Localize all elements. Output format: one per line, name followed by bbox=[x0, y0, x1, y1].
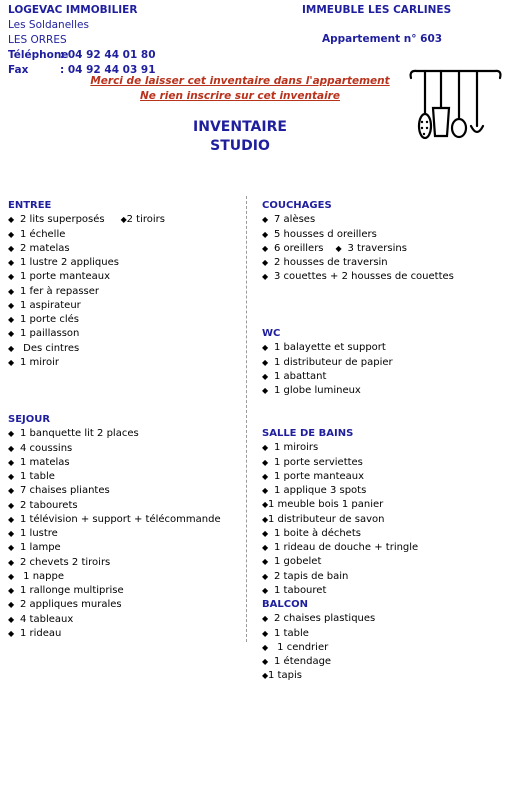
notice-line-2: Ne rien inscrire sur cet inventaire bbox=[140, 90, 340, 102]
bullet-icon: ◆ bbox=[262, 642, 269, 652]
bullet-icon: ◆ bbox=[262, 443, 269, 453]
list-item: ◆ 4 tableaux bbox=[8, 613, 221, 627]
list-item: ◆ 1 paillasson bbox=[8, 327, 165, 341]
bullet-icon: ◆ bbox=[262, 457, 269, 467]
list-item: ◆ 2 housses de traversin bbox=[262, 256, 454, 270]
list-item: ◆ 1 cendrier bbox=[262, 641, 418, 655]
bullet-icon: ◆ bbox=[8, 272, 15, 282]
section-couchages bbox=[262, 199, 454, 285]
list-item: ◆ 1 échelle bbox=[8, 228, 165, 242]
bullet-icon: ◆ bbox=[8, 557, 15, 567]
bullet-icon: ◆ bbox=[262, 571, 269, 581]
list-item: ◆ 1 télévision + support + télécommande bbox=[8, 513, 221, 527]
page-title: INVENTAIRE bbox=[193, 119, 287, 135]
bullet-icon: ◆ bbox=[8, 315, 15, 324]
company-block bbox=[8, 3, 156, 78]
bullet-icon: ◆ bbox=[8, 628, 15, 638]
bullet-icon: ◆ bbox=[8, 514, 15, 524]
bullet-icon: ◆ bbox=[8, 243, 15, 253]
section-heading-balcon: BALCON bbox=[262, 599, 308, 610]
page-subtitle: STUDIO bbox=[210, 138, 270, 154]
company-address-2: LES ORRES bbox=[8, 34, 67, 46]
list-item: ◆ 1 globe lumineux bbox=[262, 384, 393, 398]
list-item: ◆ 1 distributeur de papier bbox=[262, 356, 393, 370]
notice-line-1: Merci de laisser cet inventaire dans l'appartement bbox=[90, 75, 390, 87]
phone-number: : 04 92 44 01 80 bbox=[60, 49, 156, 61]
bullet-icon: ◆ bbox=[262, 229, 269, 239]
section-heading: ENTREE bbox=[8, 200, 52, 211]
list-item: ◆ 1 lustre bbox=[8, 527, 221, 541]
list-item: ◆ 3 couettes + 2 housses de couettes bbox=[262, 270, 454, 284]
section-heading: COUCHAGES bbox=[262, 200, 332, 211]
bullet-icon: ◆ bbox=[8, 343, 15, 353]
list-item: ◆ 1 balayette et support bbox=[262, 341, 393, 355]
list-item: ◆ Des cintres bbox=[8, 342, 165, 356]
bullet-icon: ◆ bbox=[8, 443, 15, 453]
list-item: ◆1 meuble bois 1 panier bbox=[262, 498, 418, 512]
list-item: ◆ 1 porte serviettes bbox=[262, 456, 418, 470]
list-item: ◆ 1 rideau de douche + tringle bbox=[262, 541, 418, 555]
bullet-icon: ◆ bbox=[8, 486, 15, 496]
list-item: ◆ 1 fer à repasser bbox=[8, 285, 165, 299]
bullet-icon: ◆ bbox=[8, 600, 15, 610]
bullet-icon: ◆ bbox=[262, 343, 269, 353]
list-item: ◆ 1 tabouret bbox=[262, 584, 418, 598]
list-item: ◆ 1 applique 3 spots bbox=[262, 484, 418, 498]
bullet-icon: ◆ bbox=[262, 614, 269, 624]
section-sejour bbox=[8, 413, 221, 641]
bullet-icon: ◆ bbox=[262, 486, 269, 495]
bullet-icon: ◆ bbox=[262, 371, 269, 381]
bullet-icon: ◆ bbox=[8, 614, 15, 624]
list-item: ◆ 1 matelas bbox=[8, 456, 221, 470]
list-item: ◆ 1 miroir bbox=[8, 356, 165, 370]
list-item: ◆ 1 table bbox=[8, 470, 221, 484]
fax-label: Fax bbox=[8, 64, 29, 76]
list-item: ◆ 1 rideau bbox=[8, 627, 221, 641]
bullet-icon: ◆ bbox=[8, 472, 15, 481]
list-item: ◆ 1 gobelet bbox=[262, 555, 418, 569]
section-heading: SALLE DE BAINS bbox=[262, 428, 354, 439]
bullet-icon: ◆ bbox=[262, 543, 269, 552]
bullet-icon: ◆ bbox=[262, 258, 269, 267]
bullet-icon: ◆ bbox=[8, 258, 15, 267]
building-name: IMMEUBLE LES CARLINES bbox=[302, 4, 452, 16]
list-item: ◆ 2 tabourets bbox=[8, 499, 221, 513]
column-divider bbox=[246, 196, 247, 642]
bullet-icon: ◆ bbox=[8, 457, 15, 467]
list-item: ◆ 1 porte clés bbox=[8, 313, 165, 327]
list-item: ◆ 2 chevets 2 tiroirs bbox=[8, 556, 221, 570]
list-item: ◆ 1 lustre 2 appliques bbox=[8, 256, 165, 270]
bullet-icon: ◆ bbox=[8, 229, 15, 239]
list-item: ◆ 1 étendage bbox=[262, 655, 418, 669]
bullet-icon: ◆ bbox=[262, 272, 269, 282]
bullet-icon: ◆ bbox=[262, 671, 269, 681]
list-item: ◆ 2 matelas bbox=[8, 242, 165, 256]
bullet-icon: ◆ bbox=[262, 471, 269, 481]
list-item: ◆ 1 miroirs bbox=[262, 441, 418, 455]
bullet-icon: ◆ bbox=[8, 529, 15, 538]
section-heading: WC bbox=[262, 328, 281, 339]
list-item: ◆1 distributeur de savon bbox=[262, 513, 418, 527]
bullet-icon: ◆ bbox=[8, 215, 15, 225]
bullet-icon: ◆ bbox=[8, 543, 15, 553]
company-name: LOGEVAC IMMOBILIER bbox=[8, 4, 138, 16]
list-item: ◆ 1 porte manteaux bbox=[262, 470, 418, 484]
bullet-icon: ◆ bbox=[262, 357, 269, 367]
bullet-icon: ◆ bbox=[8, 586, 15, 595]
fax-number: : 04 92 44 03 91 bbox=[60, 64, 156, 76]
list-item: ◆ 7 chaises pliantes bbox=[8, 484, 221, 498]
bullet-icon: ◆ bbox=[8, 357, 15, 367]
bullet-icon: ◆ bbox=[8, 429, 15, 439]
bullet-icon: ◆ bbox=[262, 500, 269, 510]
bullet-icon: ◆ bbox=[8, 329, 15, 339]
list-item: ◆ 1 banquette lit 2 places bbox=[8, 427, 221, 441]
list-item: ◆ 5 housses d oreillers bbox=[262, 228, 454, 242]
bullet-icon: ◆ bbox=[8, 571, 15, 581]
list-item: ◆ 2 chaises plastiques bbox=[262, 612, 418, 626]
list-item: ◆1 tapis bbox=[262, 669, 418, 683]
bullet-icon: ◆ bbox=[262, 215, 269, 225]
section-salle-de-bains bbox=[262, 427, 418, 684]
list-item: ◆ 1 aspirateur bbox=[8, 299, 165, 313]
apartment-number: Appartement n° 603 bbox=[322, 33, 443, 45]
list-item: ◆ 7 alèses bbox=[262, 213, 454, 227]
bullet-icon: ◆ bbox=[262, 585, 269, 595]
bullet-icon: ◆ bbox=[8, 286, 15, 296]
bullet-icon: ◆ bbox=[262, 657, 269, 666]
section-wc bbox=[262, 327, 393, 398]
list-item: ◆ 1 lampe bbox=[8, 541, 221, 555]
bullet-icon: ◆ bbox=[262, 528, 269, 538]
list-item: ◆ 1 boite à déchets bbox=[262, 527, 418, 541]
section-entree bbox=[8, 199, 165, 370]
list-item: ◆ 6 oreillers ◆ 3 traversins bbox=[262, 242, 454, 256]
phone-label: Téléphone bbox=[8, 49, 69, 61]
list-item: ◆ 1 table bbox=[262, 627, 418, 641]
section-heading: SEJOUR bbox=[8, 414, 51, 425]
list-item: ◆ 2 lits superposés ◆2 tiroirs bbox=[8, 213, 165, 227]
list-item: ◆ 2 tapis de bain bbox=[262, 570, 418, 584]
bullet-icon: ◆ bbox=[262, 386, 269, 395]
bullet-icon: ◆ bbox=[335, 243, 342, 253]
list-item: ◆ 2 appliques murales bbox=[8, 598, 221, 612]
bullet-icon: ◆ bbox=[262, 557, 269, 567]
bullet-icon: ◆ bbox=[120, 215, 127, 225]
company-address-1: Les Soldanelles bbox=[8, 19, 89, 31]
list-item: ◆ 1 rallonge multiprise bbox=[8, 584, 221, 598]
list-item: ◆ 1 abattant bbox=[262, 370, 393, 384]
phone-line bbox=[8, 48, 156, 63]
bullet-icon: ◆ bbox=[8, 300, 15, 310]
list-item: ◆ 1 porte manteaux bbox=[8, 270, 165, 284]
bullet-icon: ◆ bbox=[262, 243, 269, 253]
bullet-icon: ◆ bbox=[262, 628, 269, 638]
bullet-icon: ◆ bbox=[8, 500, 15, 510]
bullet-icon: ◆ bbox=[262, 514, 269, 524]
list-item: ◆ 4 coussins bbox=[8, 442, 221, 456]
list-item: ◆ 1 nappe bbox=[8, 570, 221, 584]
